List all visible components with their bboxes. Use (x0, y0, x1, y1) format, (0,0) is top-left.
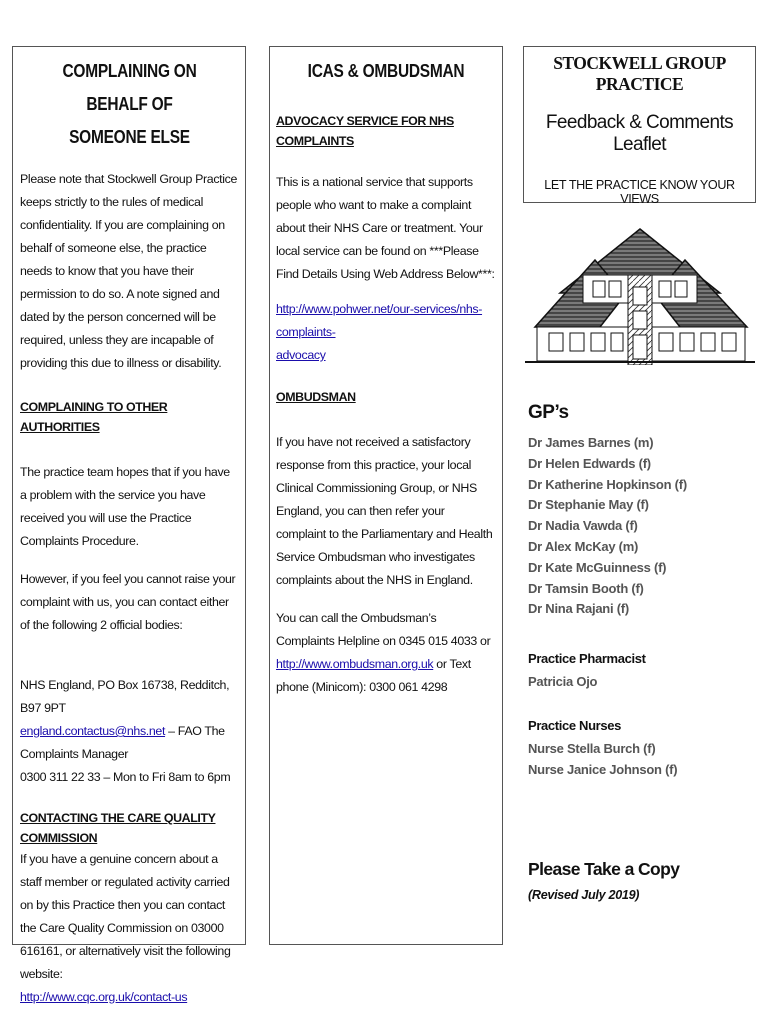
panel-title-line-1: COMPLAINING ON BEHALF OF (62, 61, 197, 114)
leaflet-subtitle: LET THE PRACTICE KNOW YOUR VIEWS (544, 178, 735, 206)
other-authorities-heading: COMPLAINING TO OTHER AUTHORITIES (20, 400, 168, 434)
leaflet-title: Feedback & Comments Leaflet (545, 112, 734, 155)
pohwer-link[interactable] (276, 302, 482, 362)
doctor-item: Dr Nadia Vawda (f) (528, 518, 638, 534)
nhs-england-contact (20, 720, 239, 766)
nurse-item: Nurse Stella Burch (f) (528, 741, 656, 756)
doctor-item: Dr Stephanie May (f) (528, 497, 649, 513)
pohwer-link-line-2: advocacy (276, 348, 326, 362)
icas-ombudsman-panel (269, 46, 503, 945)
nhs-email-link[interactable]: england.contactus@nhs.net (20, 724, 166, 738)
ombudsman-paragraph: If you have not received a satisfactory response from this practice, your local Clinical Commissioning Group, or NHS England, you can then refer your complaint to the Parliamentary and Health Service Ombudsman who investigates complaints about the NHS in England. (276, 435, 493, 587)
advocacy-heading: ADVOCACY SERVICE FOR NHS COMPLAINTS (276, 114, 454, 148)
confidentiality-paragraph: Please note that Stockwell Group Practice keeps strictly to the rules of medical confidentiality. If you are complaining on behalf of someone else, the practice needs to know that you have their permission to do so. A note signed and dated by the person concerned will be required, unless they are incapable of providing this due to illness or disability. (20, 172, 238, 370)
doctor-item: Dr Helen Edwards (f) (528, 455, 651, 471)
doctor-item: Dr James Barnes (m) (528, 435, 654, 450)
cqc-link-line (20, 986, 239, 1009)
pohwer-link-line (276, 298, 496, 367)
doctors-list (528, 433, 687, 620)
ombudsman-link[interactable]: http://www.ombudsman.org.uk (276, 657, 434, 671)
doctor-item: Dr Tamsin Booth (f) (528, 580, 644, 596)
textphone-text: or Text phone (Minicom): 0300 061 4298 (276, 657, 471, 694)
helpline-paragraph (276, 607, 496, 699)
complaints-procedure-paragraph: The practice team hopes that if you have a problem with the service you have received you will use the Practice Complaints Procedure. (20, 465, 230, 548)
pharmacist-heading: Practice Pharmacist (528, 651, 646, 666)
pharmacist-name: Patricia Ojo (528, 674, 598, 689)
nurses-heading: Practice Nurses (528, 718, 622, 733)
advocacy-paragraph: This is a national service that supports people who want to make a complaint about their NHS Care or treatment. Your local service can be found on ***Please Find Details Using Web Address Below***: (276, 175, 495, 281)
panel-title: ICAS & OMBUDSMAN (307, 61, 465, 81)
doctor-item: Dr Katherine Hopkinson (f) (528, 476, 687, 492)
cqc-heading: CONTACTING THE CARE QUALITY COMMISSION (20, 811, 216, 845)
helpline-text: You can call the Ombudsman’s Complaints Helpline on 0345 015 4033 or (276, 611, 491, 648)
complaining-on-behalf-panel (12, 46, 246, 1004)
practice-header-box (523, 46, 756, 206)
nhs-fao-text: – FAO The Complaints Manager (20, 724, 225, 761)
panel-title-line-2: SOMEONE ELSE (69, 127, 190, 147)
cqc-link[interactable]: http://www.cqc.org.uk/contact-us (20, 990, 188, 1004)
doctor-item: Dr Alex McKay (m) (528, 538, 639, 554)
nhs-england-address: NHS England, PO Box 16738, Redditch, B97 9PT (20, 678, 230, 715)
cqc-paragraph: If you have a genuine concern about a staff member or regulated activity carried on by this Practice then you can contact the Care Quality Commission on 03000 616161, or alternatively visit the following website: (20, 852, 231, 981)
gps-heading: GP’s (528, 402, 569, 423)
take-copy-heading: Please Take a Copy (528, 859, 680, 879)
doctor-item: Dr Kate McGuinness (f) (528, 559, 667, 575)
nhs-england-phone: 0300 311 22 33 – Mon to Fri 8am to 6pm (20, 770, 231, 784)
official-bodies-paragraph: However, if you feel you cannot raise your complaint with us, you can contact either of the following 2 official bodies: (20, 572, 236, 632)
doctor-item: Dr Nina Rajani (f) (528, 601, 629, 617)
pohwer-link-line-1: http://www.pohwer.net/our-services/nhs-complaints- (276, 302, 483, 339)
practice-building-illustration (525, 215, 755, 365)
ombudsman-heading: OMBUDSMAN (276, 390, 356, 404)
nurse-item: Nurse Janice Johnson (f) (528, 762, 678, 777)
revised-date: (Revised July 2019) (528, 888, 640, 902)
practice-name: STOCKWELL GROUP PRACTICE (553, 53, 726, 94)
